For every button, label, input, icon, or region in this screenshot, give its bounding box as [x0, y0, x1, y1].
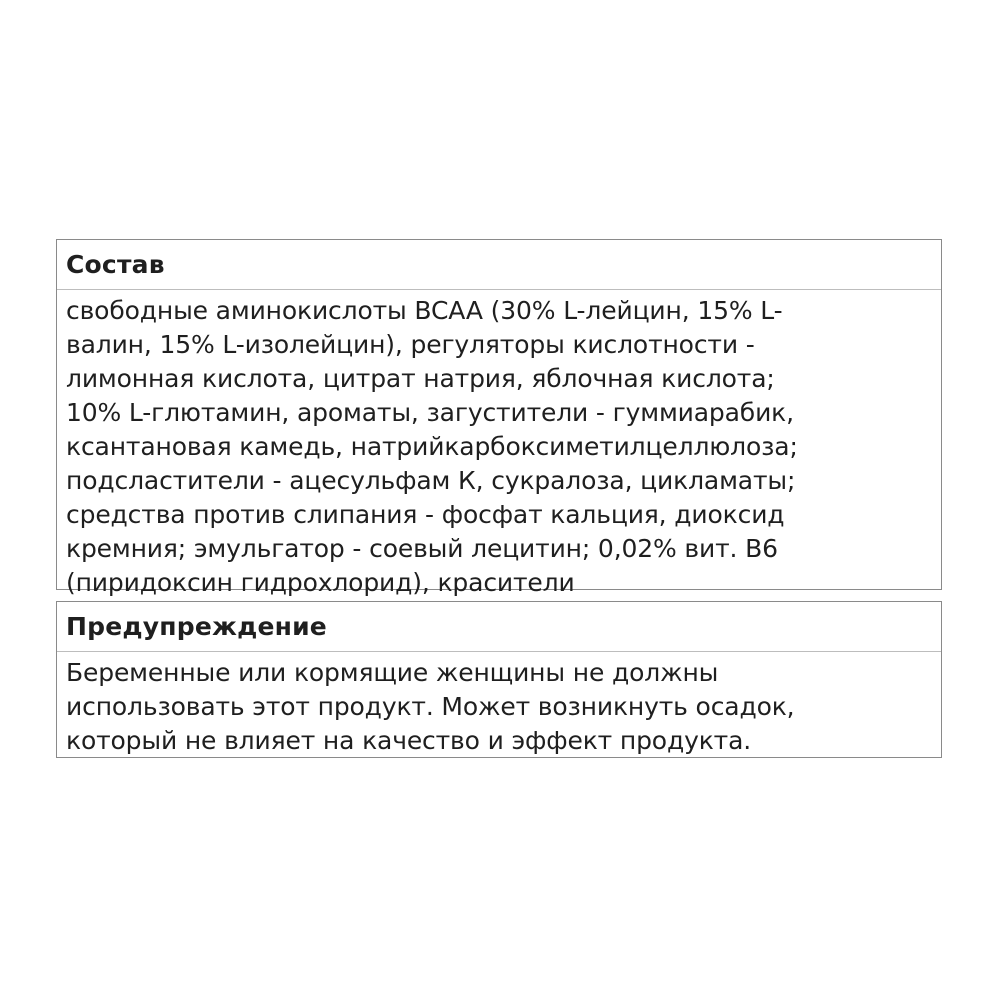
warning-line: использовать этот продукт. Может возникнуть осадок,	[66, 692, 795, 721]
warning-panel	[56, 601, 942, 758]
composition-body	[57, 290, 941, 600]
composition-line: (пиридоксин гидрохлорид), красители	[66, 568, 575, 597]
warning-line: который не влияет на качество и эффект продукта.	[66, 726, 752, 755]
warning-line: Беременные или кормящие женщины не должны	[66, 658, 719, 687]
composition-line: 10% L-глютамин, ароматы, загустители - гуммиарабик,	[66, 398, 794, 427]
warning-header	[57, 602, 941, 652]
warning-title: Предупреждение	[66, 612, 327, 641]
composition-line: кремния; эмульгатор - соевый лецитин; 0,02% вит. B6	[66, 534, 778, 563]
composition-header	[57, 240, 941, 290]
composition-line: валин, 15% L-изолейцин), регуляторы кислотности -	[66, 330, 755, 359]
composition-line: подсластители - ацесульфам К, сукралоза, цикламаты;	[66, 466, 796, 495]
composition-line: свободные аминокислоты BCAA (30% L-лейцин, 15% L-	[66, 296, 783, 325]
composition-line: ксантановая камедь, натрийкарбоксиметилцеллюлоза;	[66, 432, 798, 461]
composition-panel	[56, 239, 942, 597]
composition-line: средства против слипания - фосфат кальция, диоксид	[66, 500, 785, 529]
composition-title: Состав	[66, 250, 165, 279]
warning-body	[57, 652, 941, 758]
composition-line: лимонная кислота, цитрат натрия, яблочная кислота;	[66, 364, 775, 393]
